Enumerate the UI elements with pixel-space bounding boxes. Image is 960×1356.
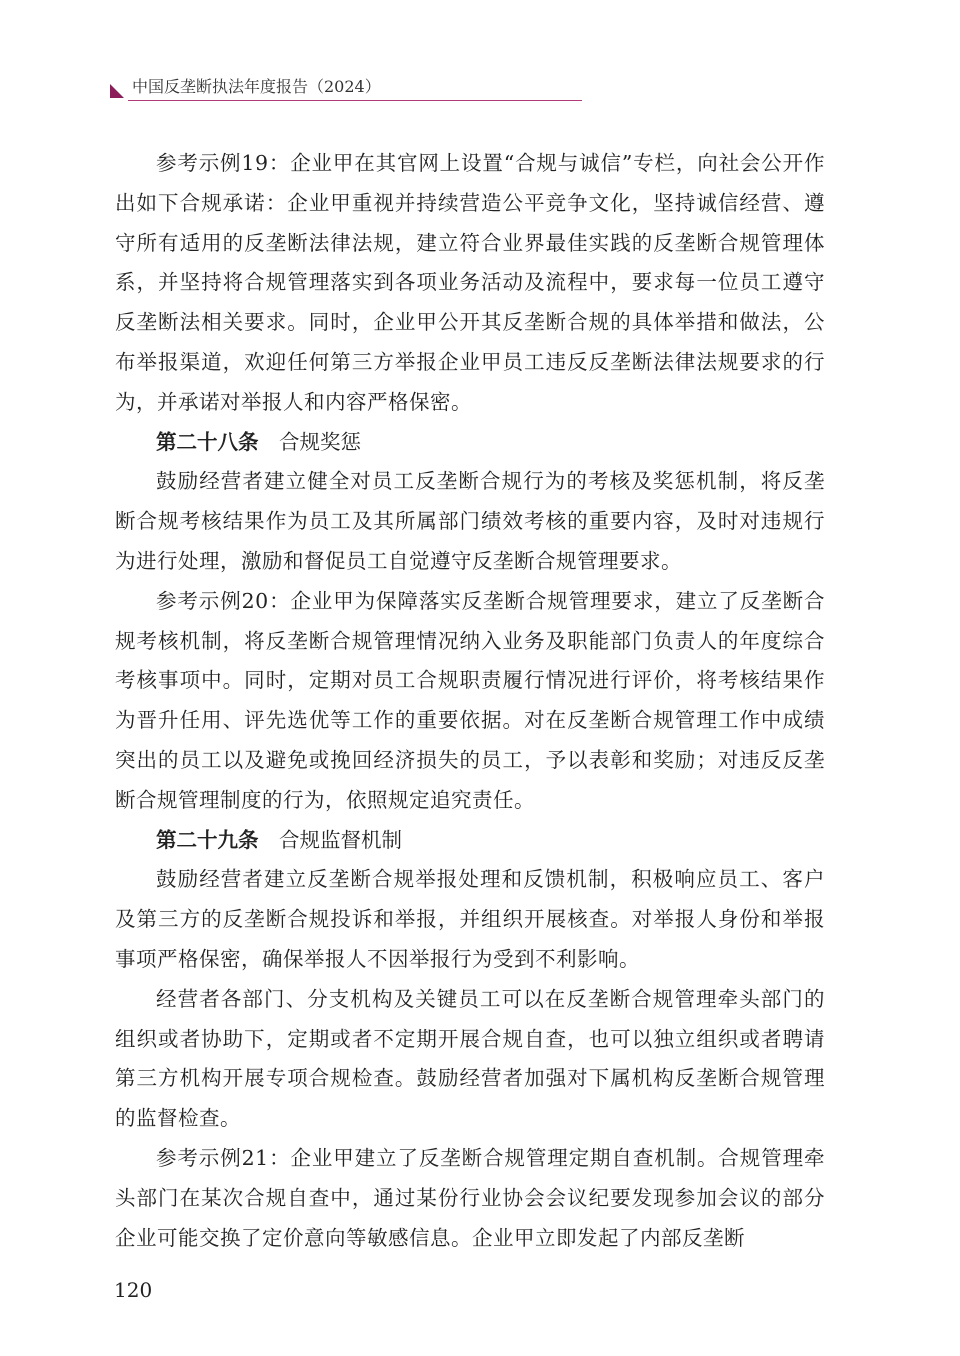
article-title: 合规监督机制 bbox=[279, 827, 402, 852]
article-title: 合规奖惩 bbox=[279, 429, 361, 454]
paragraph-example-19: 参考示例19：企业甲在其官网上设置“合规与诚信”专栏，向社会公开作出如下合规承诺：企业甲重视并持续营造公平竞争文化，坚持诚信经营、遵守所有适用的反垄断法律法规，建立符合业界最佳实践的反垄断合规管理体系，并坚持将合规管理落实到各项业务活动及流程中，要求每一位员工遵守反垄断法相关要求。同时，企业甲公开其反垄断合规的具体举措和做法，公布举报渠道，欢迎任何第三方举报企业甲员工违反反垄断法律法规要求的行为，并承诺对举报人和内容严格保密。 bbox=[115, 151, 825, 414]
running-header-title: 中国反垄断执法年度报告（2024） bbox=[132, 77, 381, 96]
paragraph-article-28: 鼓励经营者建立健全对员工反垄断合规行为的考核及奖惩机制，将反垄断合规考核结果作为员工及其所属部门绩效考核的重要内容，及时对违规行为进行处理，激励和督促员工自觉遵守反垄断合规管理要求。 bbox=[115, 469, 825, 573]
running-header bbox=[110, 76, 582, 102]
body-text bbox=[115, 144, 825, 1258]
paragraph-article-29-b: 经营者各部门、分支机构及关键员工可以在反垄断合规管理牵头部门的组织或者协助下，定期或者不定期开展合规自查，也可以独立组织或者聘请第三方机构开展专项合规检查。鼓励经营者加强对下属机构反垄断合规管理的监督检查。 bbox=[115, 986, 825, 1131]
paragraph-example-20: 参考示例20：企业甲为保障落实反垄断合规管理要求，建立了反垄断合规考核机制，将反垄断合规管理情况纳入业务及职能部门负责人的年度综合考核事项中。同时，定期对员工合规职责履行情况进行评价，将考核结果作为晋升任用、评先选优等工作的重要依据。对在反垄断合规管理工作中成绩突出的员工以及避免或挽回经济损失的员工，予以表彰和奖励；对违反反垄断合规管理制度的行为，依照规定追究责任。 bbox=[115, 588, 825, 812]
page-number: 120 bbox=[114, 1278, 153, 1302]
article-number: 第二十九条 bbox=[156, 827, 259, 852]
paragraph-example-21: 参考示例21：企业甲建立了反垄断合规管理定期自查机制。合规管理牵头部门在某次合规自查中，通过某份行业协会会议纪要发现参加会议的部分企业可能交换了定价意向等敏感信息。企业甲立即发起了内部反垄断 bbox=[115, 1145, 825, 1250]
header-rule bbox=[128, 100, 582, 101]
header-corner-triangle-icon bbox=[110, 84, 124, 98]
article-heading-29 bbox=[115, 821, 825, 861]
article-heading-28 bbox=[115, 423, 825, 463]
paragraph-article-29-a: 鼓励经营者建立反垄断合规举报处理和反馈机制，积极响应员工、客户及第三方的反垄断合规投诉和举报，并组织开展核查。对举报人身份和举报事项严格保密，确保举报人不因举报行为受到不利影响。 bbox=[115, 867, 825, 971]
article-number: 第二十八条 bbox=[156, 429, 259, 454]
